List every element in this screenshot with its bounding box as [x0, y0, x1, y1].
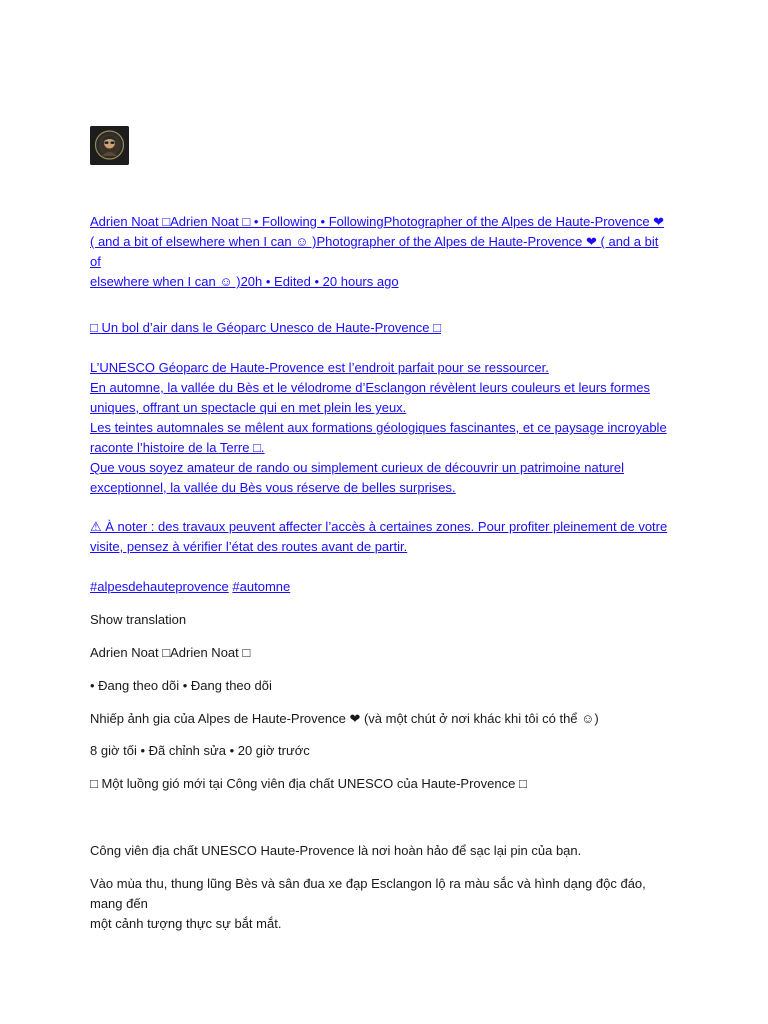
post-header-line-1[interactable]: Adrien Noat □Adrien Noat □ • Following • FollowingPhotographer of the Alpes de Haute-Provence ❤: [90, 214, 665, 229]
post-note: [90, 517, 670, 557]
translated-following: • Đang theo dõi • Đang theo dõi: [90, 678, 272, 693]
post-body-line[interactable]: exceptionnel, la vallée du Bès vous réserve de belles surprises.: [90, 480, 456, 495]
post-body-line[interactable]: En automne, la vallée du Bès et le vélodrome d’Esclangon révèlent leurs couleurs et leurs formes: [90, 380, 651, 395]
avatar-image: [90, 126, 129, 165]
show-translation[interactable]: Show translation: [90, 612, 187, 627]
translated-time: 8 giờ tối • Đã chỉnh sửa • 20 giờ trước: [90, 743, 310, 758]
translated-title: □ Một luồng gió mới tại Công viên địa chất UNESCO của Haute-Provence □: [90, 776, 527, 791]
post-title: [90, 318, 670, 338]
post-note-line-2[interactable]: visite, pensez à vérifier l’état des routes avant de partir.: [90, 539, 408, 554]
hashtags: [90, 577, 670, 597]
post-title-link[interactable]: □ Un bol d’air dans le Géoparc Unesco de Haute-Provence □: [90, 320, 441, 335]
translated-author: Adrien Noat □Adrien Noat □: [90, 645, 251, 660]
post-note-line-1[interactable]: ⚠ À noter : des travaux peuvent affecter l’accès à certaines zones. Pour profiter pleinement de votre: [90, 519, 668, 534]
post-header-line-2[interactable]: ( and a bit of elsewhere when I can ☺ )Photographer of the Alpes de Haute-Provence ❤ ( and a bit of: [90, 234, 659, 269]
post-header-line-3[interactable]: elsewhere when I can ☺ )20h • Edited • 20 hours ago: [90, 274, 399, 289]
post-body-line[interactable]: L’UNESCO Géoparc de Haute-Provence est l’endroit parfait pour se ressourcer.: [90, 360, 549, 375]
post-body: [90, 358, 670, 498]
translated-bio: Nhiếp ảnh gia của Alpes de Haute-Provence ❤ (và một chút ở nơi khác khi tôi có thể ☺): [90, 711, 599, 726]
post-body-line[interactable]: raconte l’histoire de la Terre □.: [90, 440, 265, 455]
translated-paragraph-2: [90, 874, 670, 934]
translated-paragraph-1: Công viên địa chất UNESCO Haute-Provence là nơi hoàn hảo để sạc lại pin của bạn.: [90, 843, 582, 858]
post-body-line[interactable]: Les teintes automnales se mêlent aux formations géologiques fascinantes, et ce paysage incroyable: [90, 420, 667, 435]
post-body-line[interactable]: uniques, offrant un spectacle qui en met plein les yeux.: [90, 400, 407, 415]
hashtag-automne[interactable]: #automne: [232, 579, 291, 594]
post-body-line[interactable]: Que vous soyez amateur de rando ou simplement curieux de découvrir un patrimoine naturel: [90, 460, 625, 475]
translated-paragraph-2-line-2: một cảnh tượng thực sự bắt mắt.: [90, 916, 282, 931]
translated-paragraph-2-line-1: Vào mùa thu, thung lũng Bès và sân đua xe đạp Esclangon lộ ra màu sắc và hình dạng độc đáo, mang đến: [90, 876, 646, 911]
hashtag-alpesdehauteprovence[interactable]: #alpesdehauteprovence: [90, 579, 229, 594]
post-header: [90, 212, 670, 292]
avatar[interactable]: [90, 126, 129, 165]
